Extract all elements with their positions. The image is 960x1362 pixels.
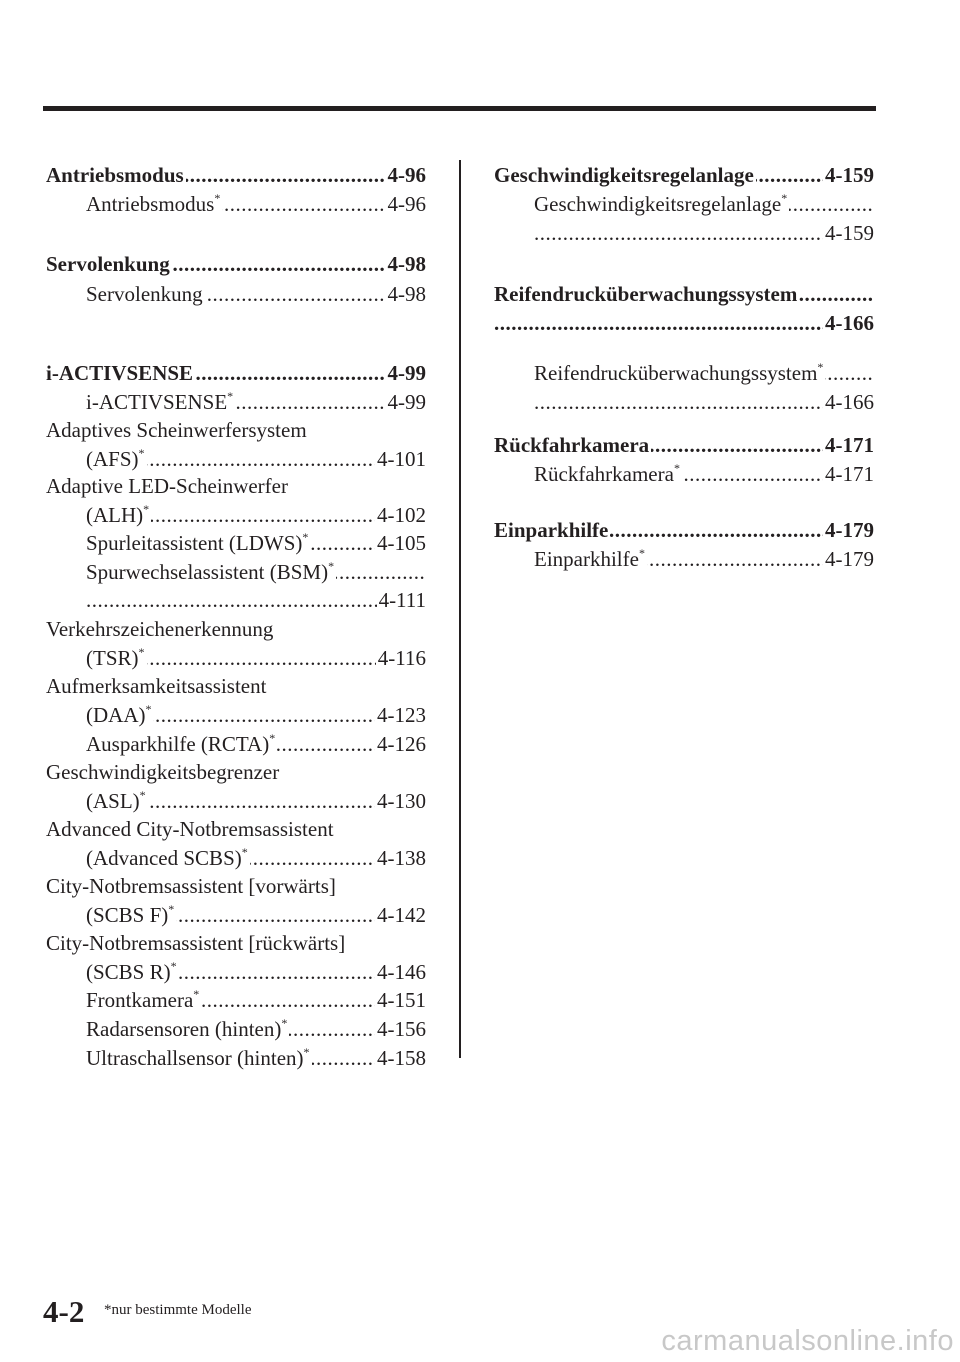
toc-entry-title: Geschwindigkeitsbegrenzer [46, 757, 281, 787]
toc-entry-title: Aufmerksamkeitsassistent [46, 671, 268, 701]
toc-page-number[interactable]: 4-123 [375, 700, 426, 730]
toc-entry-title: Verkehrszeichenerkennung [46, 614, 275, 644]
toc-entry[interactable] [86, 700, 426, 730]
footnote-star: * [302, 530, 309, 544]
toc-entry[interactable] [86, 585, 426, 615]
toc-page-number[interactable]: 4-102 [375, 500, 426, 530]
toc-entry[interactable] [534, 544, 874, 574]
footnote-star: * [241, 845, 248, 859]
toc-page-number[interactable]: 4-105 [375, 528, 426, 558]
toc-section-heading[interactable] [494, 160, 874, 190]
toc-entry-title: (SCBS F)* [86, 900, 176, 930]
toc-entry[interactable] [86, 1014, 426, 1044]
toc-entry[interactable] [86, 557, 426, 587]
toc-entry[interactable] [534, 218, 874, 248]
footnote-star: * [638, 546, 645, 560]
toc-entry[interactable] [534, 358, 874, 388]
toc-section-heading[interactable] [46, 249, 426, 279]
toc-page-number[interactable]: 4-179 [823, 515, 874, 545]
toc-page-number[interactable]: 4-99 [386, 358, 427, 388]
toc-entry-title: Adaptive LED-Scheinwerfer [46, 471, 290, 501]
toc-entry-title: Rückfahrkamera [494, 430, 651, 460]
toc-entry[interactable] [86, 387, 426, 417]
toc-entry[interactable] [46, 871, 426, 901]
toc-page-number[interactable]: 4-171 [823, 459, 874, 489]
toc-entry-title: City-Notbremsassistent [vorwärts] [46, 871, 338, 901]
footnote: *nur bestimmte Modelle [104, 1302, 252, 1318]
footnote-star: * [781, 191, 788, 205]
toc-page-number[interactable]: 4-171 [823, 430, 874, 460]
page-number: 4-2 [43, 1294, 85, 1329]
column-divider [459, 160, 461, 1058]
toc-entry[interactable] [86, 786, 426, 816]
toc-entry-title: Servolenkung [46, 249, 172, 279]
toc-entry-title: Reifendrucküberwachungssystem [494, 279, 799, 309]
toc-entry-title: Adaptives Scheinwerfersystem [46, 415, 309, 445]
footnote-star: * [138, 446, 145, 460]
toc-entry[interactable] [46, 415, 426, 445]
footnote-star: * [168, 902, 175, 916]
toc-entry-title: (Advanced SCBS)* [86, 843, 250, 873]
toc-page-number[interactable]: 4-130 [375, 786, 426, 816]
toc-entry-title: Servolenkung [86, 279, 205, 309]
toc-entry-title: Geschwindigkeitsregelanlage [494, 160, 756, 190]
footnote-star: * [193, 987, 200, 1001]
footnote-star: * [143, 502, 150, 516]
toc-entry-title: Ultraschallsensor (hinten)* [86, 1043, 312, 1073]
toc-section-heading[interactable] [46, 358, 426, 388]
toc-entry-title: Einparkhilfe* [534, 544, 647, 574]
toc-section-heading[interactable] [46, 160, 426, 190]
toc-entry[interactable] [86, 279, 426, 309]
footnote-star: * [139, 788, 146, 802]
toc-entry[interactable] [46, 814, 426, 844]
dot-leader [494, 308, 874, 338]
toc-entry-title: Geschwindigkeitsregelanlage* [534, 189, 789, 219]
watermark: carmanualsonline.info [661, 1325, 954, 1357]
footnote-star: * [281, 1016, 288, 1030]
toc-page-number[interactable]: 4-159 [823, 160, 874, 190]
footnote-star: * [227, 389, 234, 403]
toc-entry-title: (AFS)* [86, 444, 147, 474]
footnote-star: * [673, 461, 680, 475]
toc-entry[interactable] [534, 189, 874, 219]
footnote-star: * [214, 191, 221, 205]
toc-page-number[interactable]: 4-166 [823, 308, 874, 338]
toc-entry-title: i-ACTIVSENSE [46, 358, 195, 388]
toc-entry[interactable] [46, 928, 426, 958]
toc-entry-title: Ausparkhilfe (RCTA)* [86, 729, 277, 759]
toc-entry[interactable] [46, 757, 426, 787]
toc-entry-title: (ASL)* [86, 786, 148, 816]
toc-entry-title: City-Notbremsassistent [rückwärts] [46, 928, 347, 958]
toc-entry-title: Einparkhilfe [494, 515, 610, 545]
toc-page-number[interactable]: 4-179 [823, 544, 874, 574]
toc-section-heading[interactable] [494, 430, 874, 460]
toc-entry-title: Rückfahrkamera* [534, 459, 682, 489]
toc-entry[interactable] [534, 387, 874, 417]
toc-page-number[interactable]: 4-156 [375, 1014, 426, 1044]
toc-entry[interactable] [86, 729, 426, 759]
toc-entry[interactable] [534, 459, 874, 489]
toc-entry[interactable] [86, 1043, 426, 1073]
toc-entry[interactable] [86, 900, 426, 930]
toc-entry[interactable] [46, 671, 426, 701]
toc-entry-title: (DAA)* [86, 700, 153, 730]
toc-entry-title: Advanced City-Notbremsassistent [46, 814, 336, 844]
footnote-star: * [145, 702, 152, 716]
toc-entry[interactable] [46, 471, 426, 501]
toc-page-number[interactable]: 4-98 [386, 279, 427, 309]
toc-entry-title: (SCBS R)* [86, 957, 179, 987]
footnote-star: * [269, 731, 276, 745]
toc-entry-title: Spurwechselassistent (BSM)* [86, 557, 336, 587]
toc-page-number[interactable]: 4-142 [375, 900, 426, 930]
toc-page-number[interactable]: 4-116 [376, 643, 426, 673]
toc-page-number[interactable]: 4-101 [375, 444, 426, 474]
toc-page-number[interactable]: 4-159 [823, 218, 874, 248]
toc-entry[interactable] [86, 985, 426, 1015]
toc-entry-title: i-ACTIVSENSE* [86, 387, 235, 417]
toc-entry[interactable] [86, 643, 426, 673]
toc-page-number[interactable]: 4-158 [375, 1043, 426, 1073]
footnote-star: * [303, 1045, 310, 1059]
toc-entry-title: (TSR)* [86, 643, 147, 673]
dot-leader [86, 585, 426, 615]
footnote-star: * [170, 959, 177, 973]
toc-page-number[interactable]: 4-99 [386, 387, 427, 417]
footnote-star: * [328, 559, 335, 573]
toc-page-number[interactable]: 4-166 [823, 387, 874, 417]
toc-section-heading[interactable] [494, 308, 874, 338]
toc-page-number[interactable]: 4-138 [375, 843, 426, 873]
toc-page-number[interactable]: 4-151 [375, 985, 426, 1015]
toc-section-heading[interactable] [494, 515, 874, 545]
toc-entry-title: Reifendrucküberwachungssystem* [534, 358, 825, 388]
footnote-star: * [817, 360, 824, 374]
toc-page-number[interactable]: 4-146 [375, 957, 426, 987]
toc-entry[interactable] [46, 614, 426, 644]
toc-page-number[interactable]: 4-96 [386, 189, 427, 219]
toc-entry[interactable] [86, 189, 426, 219]
toc-entry-title: Frontkamera* [86, 985, 201, 1015]
toc-entry-title: Antriebsmodus [46, 160, 186, 190]
toc-entry[interactable] [86, 444, 426, 474]
toc-page-number[interactable]: 4-98 [386, 249, 427, 279]
toc-entry[interactable] [86, 957, 426, 987]
toc-section-heading[interactable] [494, 279, 874, 309]
footnote-star: * [138, 645, 145, 659]
toc-page-number[interactable]: 4-96 [386, 160, 427, 190]
toc-page-number[interactable]: 4-111 [377, 585, 426, 615]
toc-entry-title: (ALH)* [86, 500, 151, 530]
toc-entry[interactable] [86, 500, 426, 530]
toc-page-number[interactable]: 4-126 [375, 729, 426, 759]
toc-entry[interactable] [86, 843, 426, 873]
toc-entry-title: Spurleitassistent (LDWS)* [86, 528, 310, 558]
toc-entry-title: Radarsensoren (hinten)* [86, 1014, 289, 1044]
top-rule [43, 106, 876, 111]
toc-entry[interactable] [86, 528, 426, 558]
toc-entry-title: Antriebsmodus* [86, 189, 222, 219]
